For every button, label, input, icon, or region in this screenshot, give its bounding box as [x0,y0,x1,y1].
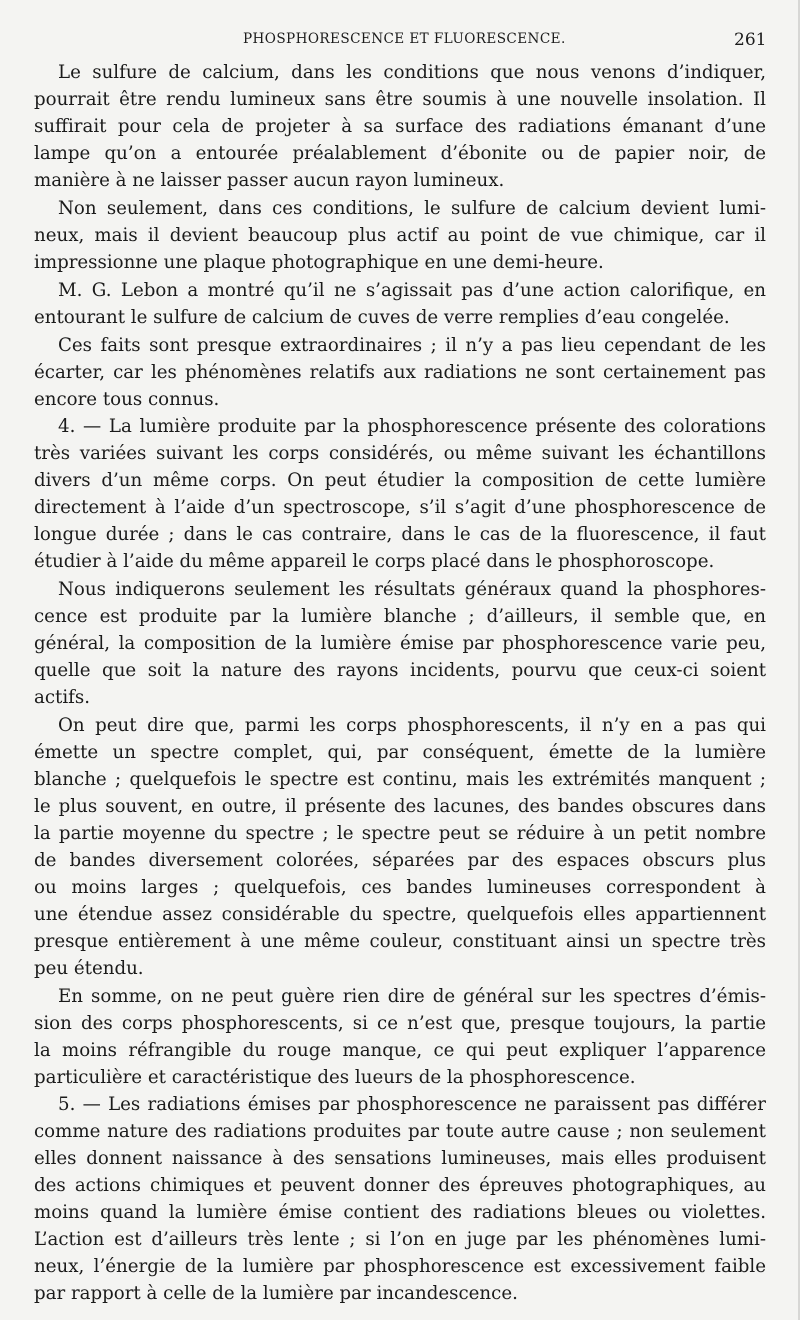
paragraph-line: Le sulfure de calcium, dans les conditions que nous venons d’indiquer, [58,62,766,83]
paragraph-line: la moins réfrangible du rouge manque, ce qui peut expliquer l’apparence [34,1040,766,1061]
page-body [34,60,766,1304]
paragraph-line: neux, mais il devient beaucoup plus actif au point de vue chimique, car il [34,225,766,246]
paragraph-line: 4. — La lumière produite par la phosphorescence présente des colorations [58,416,766,437]
paragraph-line: une étendue assez considérable du spectre, quelquefois elles appartiennent [34,904,766,925]
paragraph-line: peu étendu. [34,958,144,979]
paragraph-line: actifs. [34,687,91,708]
running-header [0,28,800,52]
paragraph-line: entourant le sulfure de calcium de cuves de verre remplies d’eau congelée. [34,307,730,328]
paragraph-line: Nous indiquerons seulement les résultats généraux quand la phosphores- [58,579,766,600]
paragraph-line: L’action est d’ailleurs très lente ; si l’on en juge par les phénomènes lumi- [34,1229,766,1250]
paragraph-line: directement à l’aide d’un spectroscope, s’il s’agit d’une phosphorescence de [34,497,766,518]
paragraph-line: lampe qu’on a entourée préalablement d’ébonite ou de papier noir, de [34,143,766,164]
paragraph-line: blanche ; quelquefois le spectre est continu, mais les extrémités manquent ; [34,769,766,790]
paragraph-line: écarter, car les phénomènes relatifs aux radiations ne sont certainement pas [34,362,766,383]
paragraph-line: le plus souvent, en outre, il présente des lacunes, des bandes obscures dans [34,796,766,817]
paragraph-line: émette un spectre complet, qui, par conséquent, émette de la lumière [34,742,766,763]
paragraph-line: presque entièrement à une même couleur, constituant ainsi un spectre très [34,931,766,952]
paragraph-line: En somme, on ne peut guère rien dire de général sur les spectres d’émis- [58,986,766,1007]
paragraph-line: moins quand la lumière émise contient des radiations bleues ou violettes. [34,1202,766,1223]
paragraph-line: On peut dire que, parmi les corps phosphorescents, il n’y en a pas qui [58,715,766,736]
header-title: PHOSPHORESCENCE ET FLUORESCENCE. [243,31,566,47]
paragraph-line: elles donnent naissance à des sensations lumineuses, mais elles produisent [34,1148,766,1169]
paragraph-line: étudier à l’aide du même appareil le corps placé dans le phosphoroscope. [34,551,715,572]
paragraph-line: très variées suivant les corps considérés, ou même suivant les échantillons [34,443,766,464]
paragraph-line: 5. — Les radiations émises par phosphorescence ne paraissent pas différer [58,1094,766,1115]
paragraph-line: comme nature des radiations produites par toute autre cause ; non seulement [34,1121,766,1142]
paragraph-line: divers d’un même corps. On peut étudier la composition de cette lumière [34,470,766,491]
paragraph-line: encore tous connus. [34,389,220,410]
paragraph-line: sion des corps phosphorescents, si ce n’est que, presque toujours, la partie [34,1013,766,1034]
paragraph-line: manière à ne laisser passer aucun rayon lumineux. [34,170,505,191]
paragraph-line: cence est produite par la lumière blanche ; d’ailleurs, il semble que, en [34,606,766,627]
paragraph-line: pourrait être rendu lumineux sans être soumis à une nouvelle insolation. Il [34,89,766,110]
page-number: 261 [734,30,767,50]
paragraph-line: M. G. Lebon a montré qu’il ne s’agissait pas d’une action calorifique, en [58,280,766,301]
paragraph-line: neux, l’énergie de la lumière par phosphorescence est excessivement faible [34,1256,766,1277]
paragraph-line: longue durée ; dans le cas contraire, dans le cas de la fluorescence, il faut [34,524,766,545]
paragraph-line: par rapport à celle de la lumière par incandescence. [34,1283,518,1304]
paragraph-line: Ces faits sont presque extraordinaires ; il n’y a pas lieu cependant de les [58,335,766,356]
paragraph-line: général, la composition de la lumière émise par phosphorescence varie peu, [34,633,766,654]
paragraph-line: des actions chimiques et peuvent donner des épreuves photographiques, au [34,1175,766,1196]
paragraph-line: suffirait pour cela de projeter à sa surface des radiations émanant d’une [34,116,766,137]
paragraph-line: la partie moyenne du spectre ; le spectre peut se réduire à un petit nombre [34,823,766,844]
paragraph-line: particulière et caractéristique des lueurs de la phosphorescence. [34,1067,636,1088]
paragraph-line: quelle que soit la nature des rayons incidents, pourvu que ceux-ci soient [34,660,766,681]
paragraph-line: Non seulement, dans ces conditions, le sulfure de calcium devient lumi- [58,198,766,219]
paragraph-line: ou moins larges ; quelquefois, ces bandes lumineuses correspondent à [34,877,766,898]
paragraph-line: de bandes diversement colorées, séparées par des espaces obscurs plus [34,850,766,871]
paragraph-line: impressionne une plaque photographique en une demi-heure. [34,252,604,273]
